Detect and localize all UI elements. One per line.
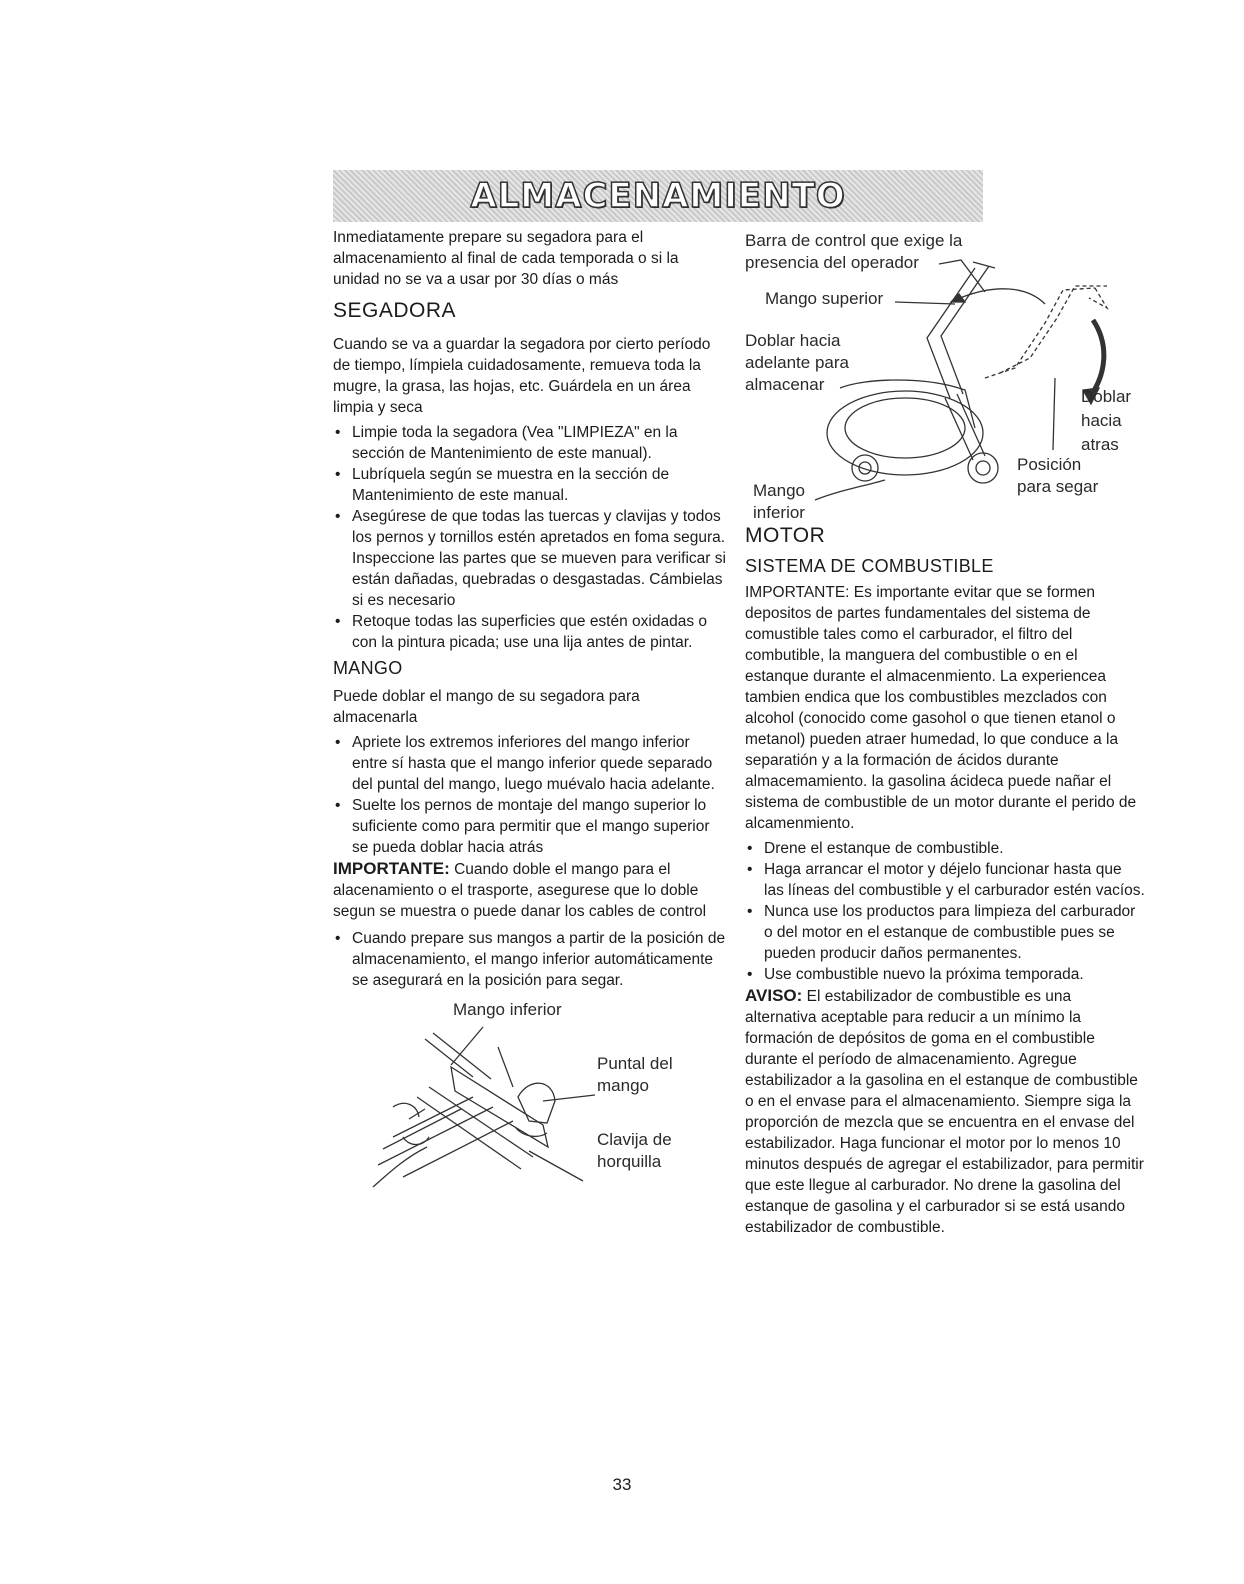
- list-item: • Nunca use los productos para limpieza del carburador o del motor en el estanque de combustible pues se pueden producir daños permanentes.: [745, 901, 1145, 964]
- motor-important-note: [745, 582, 1145, 834]
- section-title: ALMACENAMIENTO: [470, 176, 846, 216]
- left-column: [333, 227, 728, 1197]
- figure-label: Mango superior: [765, 289, 884, 308]
- figure-label: almacenar: [745, 375, 825, 394]
- mango-bullet-list-2: [333, 928, 728, 991]
- figure-label: adelante para: [745, 353, 849, 372]
- handle-detail-illustration: [333, 997, 728, 1197]
- figure-label: Clavija de: [597, 1130, 672, 1149]
- list-item: • Suelte los pernos de montaje del mango superior lo suficiente como para permitir que el mango superior se pueda doblar hacia atrás: [333, 795, 728, 858]
- figure-label: Doblar: [1081, 387, 1132, 406]
- aviso-note: [745, 985, 1145, 1238]
- list-item: • Cuando prepare sus mangos a partir de la posición de almacenamiento, el mango inferior automáticamente se asegurará en la posición para segar.: [333, 928, 728, 991]
- segadora-heading: SEGADORA: [333, 299, 457, 322]
- figure-label: horquilla: [597, 1152, 662, 1171]
- list-item: • Use combustible nuevo la próxima temporada.: [745, 964, 1145, 985]
- figure-label: Barra de control que exige la: [745, 231, 963, 250]
- section-banner: [333, 170, 983, 222]
- intro-paragraph: Inmediatamente prepare su segadora para el almacenamiento al final de cada temporada o si la unidad no se va a usar por 30 días o más: [333, 229, 679, 288]
- handle-detail-figure: [333, 997, 728, 1197]
- important-label: IMPORTANTE:: [333, 859, 450, 878]
- figure-label: hacia: [1081, 411, 1122, 430]
- segadora-paragraph: Cuando se va a guardar la segadora por cierto período de tiempo, límpiela cuidadosamente, remueva toda la mugre, la grasa, las hojas, etc. Guárdela en un área limpia y seca: [333, 336, 711, 416]
- aviso-label: AVISO:: [745, 986, 803, 1005]
- figure-label: Mango inferior: [453, 1000, 562, 1019]
- list-item: • Drene el estanque de combustible.: [745, 838, 1145, 859]
- figure-label: atras: [1081, 435, 1119, 454]
- important-label: IMPORTANTE:: [745, 584, 850, 601]
- important-text: Es importante evitar que se formen depositos de partes fundamentales del sistema de comustible tales como el carburador, el filtro del combutible, la manguera del combustible o en el estanque durante el almacenmiento. La experiencea tambien endica que los combustibles mezclados con alcohol (conocido come gasohol o que tienen etanol o metanol) pueden atraer humedad, lo que conduce a la separatión y a la formación de ácidos durante almacemamiento. la gasolina ácideca puede nañar el sistema de combustible de un motor durante el perido de alcamenmiento.: [745, 584, 1137, 832]
- figure-label: Posición: [1017, 455, 1082, 474]
- mango-paragraph: Puede doblar el mango de su segadora para almacenarla: [333, 688, 640, 726]
- right-column: [745, 228, 1145, 1238]
- important-text: Cuando doble el mango para el alacenamiento o el trasporte, asegurese que lo doble segun se muestra o puede danar los cables de control: [333, 861, 707, 920]
- figure-label: inferior: [753, 503, 805, 522]
- motor-heading: MOTOR: [745, 524, 826, 547]
- sistema-heading: SISTEMA DE COMBUSTIBLE: [745, 556, 994, 576]
- mango-important-note: [333, 858, 728, 922]
- mango-bullet-list: [333, 732, 728, 858]
- list-item: • Limpie toda la segadora (Vea "LIMPIEZA" en la sección de Mantenimiento de este manual).: [333, 422, 728, 464]
- list-item: • Haga arrancar el motor y déjelo funcionar hasta que las líneas del combustible y el carburador estén vacíos.: [745, 859, 1145, 901]
- aviso-text: El estabilizador de combustible es una alternativa aceptable para reducir a un mínimo la formación de depósitos de goma en el combustible durante el período de almacenamiento. Agregue estabilizador a la gasolina en el estanque de combustible o en el envase para el almacenamiento. Siempre siga la proporción de mezcla que se encuentra en el envase del estabilizador. Haga funcionar el motor por lo menos 10 minutos después de agregar el estabilizador, para permitir que este llegue al carburador. No drene la gasolina del estanque de gasolina y el carburador si se está usando estabilizador de combustible.: [745, 988, 1144, 1236]
- segadora-bullet-list: [333, 422, 728, 653]
- figure-label: para segar: [1017, 477, 1099, 496]
- figure-label: presencia del operador: [745, 253, 919, 272]
- list-item: • Retoque todas las superficies que estén oxidadas o con la pintura picada; use una lija antes de pintar.: [333, 611, 728, 653]
- list-item: • Lubríquela según se muestra en la sección de Mantenimiento de este manual.: [333, 464, 728, 506]
- mower-folding-figure: [745, 228, 1145, 523]
- figure-label: Puntal del: [597, 1054, 673, 1073]
- motor-bullet-list: [745, 838, 1145, 985]
- mango-heading: MANGO: [333, 658, 403, 678]
- list-item: • Apriete los extremos inferiores del mango inferior entre sí hasta que el mango inferior quede separado del puntal del mango, luego muévalo hacia adelante.: [333, 732, 728, 795]
- figure-label: Mango: [753, 481, 805, 500]
- figure-label: mango: [597, 1076, 649, 1095]
- page-number: 33: [612, 1475, 632, 1494]
- figure-label: Doblar hacia: [745, 331, 841, 350]
- list-item: • Asegúrese de que todas las tuercas y clavijas y todos los pernos y tornillos estén apretados en foma segura. Inspeccione las partes que se mueven para verificar si están dañadas, quebradas o desgastadas. Cámbielas si es necesario: [333, 506, 728, 611]
